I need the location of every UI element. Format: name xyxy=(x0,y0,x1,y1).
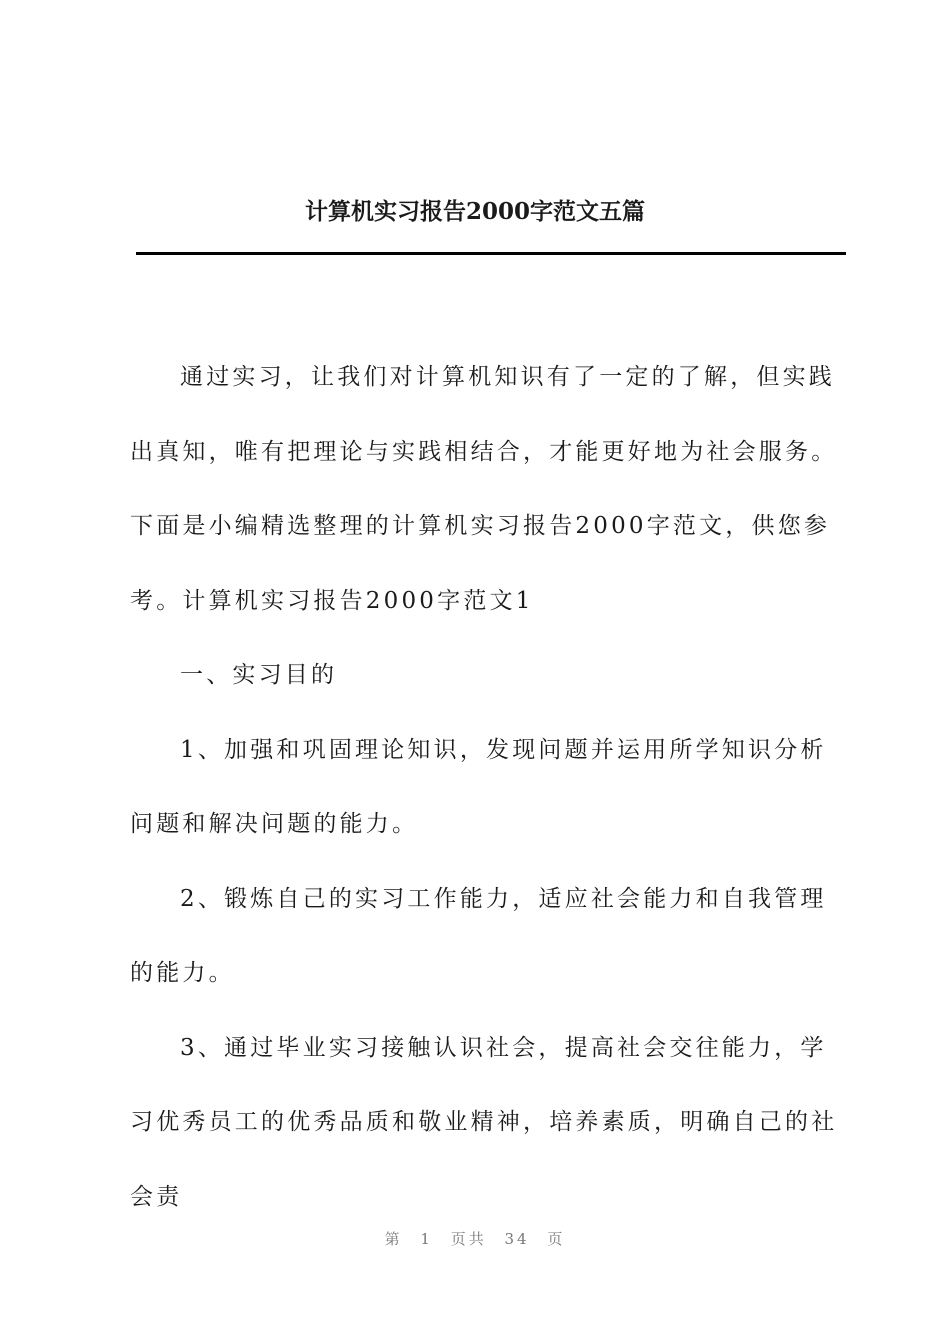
paragraph-item-1: 1、加强和巩固理论知识，发现问题并运用所学知识分析问题和解决问题的能力。 xyxy=(130,736,827,837)
paragraph-item-3: 3、通过毕业实习接触认识社会，提高社会交往能力，学习优秀员工的优秀品质和敬业精神，培养素质，明确自己的社会责 xyxy=(130,1034,838,1210)
document-title: 计算机实习报告2000字范文五篇 xyxy=(304,198,645,225)
paragraph-heading-purpose: 一、实习目的 xyxy=(180,662,338,688)
paragraph-item-2: 2、锻炼自己的实习工作能力，适应社会能力和自我管理的能力。 xyxy=(130,885,827,986)
page-footer: 第 1 页共 34 页 xyxy=(384,1230,566,1248)
title-underline xyxy=(136,252,846,255)
paragraph-intro: 通过实习，让我们对计算机知识有了一定的了解，但实践出真知，唯有把理论与实践相结合，才能更好地为社会服务。下面是小编精选整理的计算机实习报告2000字范文，供您参考。计算机实习报告2000字范文1 xyxy=(130,364,838,614)
document-body xyxy=(130,340,842,1234)
